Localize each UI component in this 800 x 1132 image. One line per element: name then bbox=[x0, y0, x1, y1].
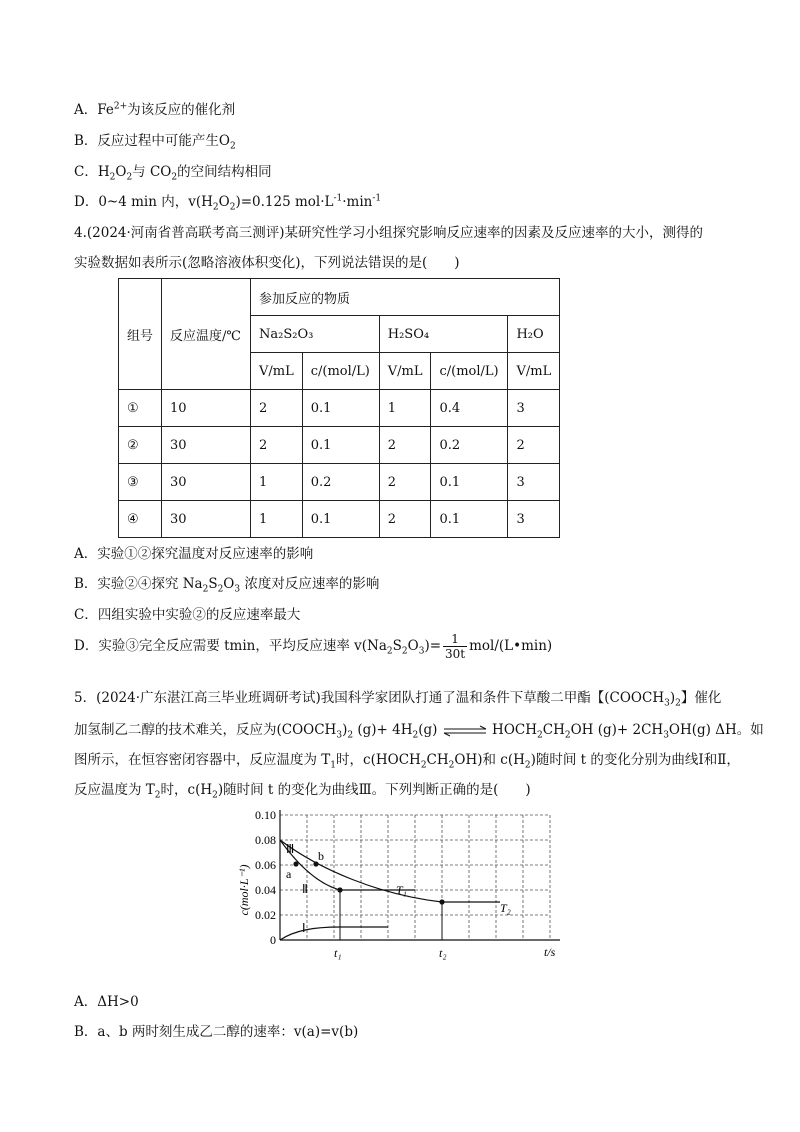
table-row bbox=[119, 390, 560, 427]
y-tick-label: 0 bbox=[270, 933, 276, 947]
th-na2s2o3: Na₂S₂O₃ bbox=[251, 316, 380, 353]
cell: 0.1 bbox=[431, 501, 508, 538]
cell: 3 bbox=[508, 390, 560, 427]
q4-stem-line1: 4.(2024·河南省普高联考高三测评)某研究性学习小组探究影响反应速率的因素及反应速率的大小，测得的 bbox=[74, 225, 704, 241]
concentration-time-graph bbox=[230, 800, 570, 972]
table-row bbox=[119, 501, 560, 538]
q5-stem-line1: 5．(2024·广东湛江高三毕业班调研考试)我国科学家团队打通了温和条件下草酸二甲酯【$(COOCH_3)_2$】催化 bbox=[74, 690, 722, 709]
t1-label: t₁ bbox=[334, 946, 342, 960]
q5-stem-line3: 图所示，在恒容密闭容器中，反应温度为 $T_1$时，$c(HOCH_2CH_2OH)$和 $c(H_2)$随时间 t 的变化分别为曲线Ⅰ和Ⅱ， bbox=[74, 752, 740, 771]
cell: 0.4 bbox=[431, 390, 508, 427]
th-v1: V/mL bbox=[251, 353, 303, 390]
q4-option-d: D．实验③完全反应需要 tmin，平均反应速率 $v(Na_2S_2O_3)=$ $\frac{1}{30t}$ mol/(L•min) bbox=[74, 632, 553, 661]
y-tick-label: 0.02 bbox=[255, 908, 276, 922]
cell: 2 bbox=[251, 390, 303, 427]
cell: 2 bbox=[379, 501, 431, 538]
point-a-marker bbox=[293, 861, 298, 866]
q3-option-c: C．$H_2O_2$与 $CO_2$的空间结构相同 bbox=[74, 164, 272, 183]
cell: ② bbox=[119, 427, 162, 464]
th-v2: V/mL bbox=[379, 353, 431, 390]
cell: 0.1 bbox=[431, 464, 508, 501]
q4-data-table bbox=[118, 278, 560, 538]
cell: 2 bbox=[251, 427, 303, 464]
y-tick-label: 0.04 bbox=[255, 883, 276, 897]
th-c2: c/(mol/L) bbox=[431, 353, 508, 390]
curve-III bbox=[280, 840, 500, 902]
cell: 1 bbox=[251, 464, 303, 501]
th-h2o: H₂O bbox=[508, 316, 560, 353]
y-tick-label: 0.08 bbox=[255, 833, 276, 847]
table-row bbox=[119, 427, 560, 464]
T2-label: T₂ bbox=[500, 901, 511, 915]
curve-I-label: Ⅰ bbox=[302, 921, 306, 935]
cell: 0.1 bbox=[302, 427, 379, 464]
t2-label: t₂ bbox=[439, 946, 447, 960]
curve-III-label: Ⅲ bbox=[286, 842, 295, 856]
cell: ③ bbox=[119, 464, 162, 501]
cell: 30 bbox=[162, 427, 251, 464]
y-axis-label: c(mol·L⁻¹) bbox=[237, 864, 251, 916]
T1-label: T₁ bbox=[396, 883, 407, 897]
cell: 10 bbox=[162, 390, 251, 427]
x-axis-label: t/s bbox=[544, 945, 556, 959]
cell: 30 bbox=[162, 501, 251, 538]
y-tick-label: 0.10 bbox=[255, 808, 276, 822]
cell: 0.2 bbox=[431, 427, 508, 464]
q4-option-a: A．实验①②探究温度对反应速率的影响 bbox=[74, 546, 314, 562]
q3-option-b: B．反应过程中可能产生$O_2$ bbox=[74, 133, 236, 152]
q3-option-a: A．$Fe^{2+}$为该反应的催化剂 bbox=[74, 101, 236, 118]
cell: 30 bbox=[162, 464, 251, 501]
cell: 0.2 bbox=[302, 464, 379, 501]
cell: ① bbox=[119, 390, 162, 427]
y-tick-label: 0.06 bbox=[255, 858, 276, 872]
cell: 3 bbox=[508, 501, 560, 538]
cell: 3 bbox=[508, 464, 560, 501]
q5-option-b: B．a、b 两时刻生成乙二醇的速率：v(a)=v(b) bbox=[74, 1024, 359, 1040]
fraction: $\frac{1}{30t}$ bbox=[445, 632, 466, 661]
equilibrium-arrow-icon bbox=[442, 725, 488, 737]
point-b-label: b bbox=[318, 849, 324, 863]
q5-stem-line2: 加氢制乙二醇的技术难关，反应为$(COOCH_3)_2$ $(g)+ 4H_2(g)$ $HOCH_2CH_2OH$ $(g)+ 2CH_3OH(g)$ ΔH。如 bbox=[74, 722, 764, 741]
th-group: 组号 bbox=[119, 279, 162, 390]
cell: 2 bbox=[379, 427, 431, 464]
th-reactants: 参加反应的物质 bbox=[251, 279, 560, 316]
th-c1: c/(mol/L) bbox=[302, 353, 379, 390]
th-temp: 反应温度/℃ bbox=[162, 279, 251, 390]
point-a-label: a bbox=[286, 867, 292, 881]
th-h2so4: H₂SO₄ bbox=[379, 316, 508, 353]
t2-point-marker bbox=[439, 899, 444, 904]
cell: 1 bbox=[379, 390, 431, 427]
t1-point-marker bbox=[337, 887, 342, 892]
table-row bbox=[119, 464, 560, 501]
q3-option-d: D．0~4 min 内，$v(H_2O_2)=0.125$ $mol\cdot L^{-1}\cdot\min^{-1}$ bbox=[74, 193, 382, 213]
grid bbox=[280, 815, 550, 940]
cell: 0.1 bbox=[302, 501, 379, 538]
q4-stem-line2: 实验数据如表所示(忽略溶液体积变化)，下列说法错误的是( ) bbox=[74, 255, 460, 271]
cell: ④ bbox=[119, 501, 162, 538]
cell: 2 bbox=[508, 427, 560, 464]
th-v3: V/mL bbox=[508, 353, 560, 390]
q4-option-c: C．四组实验中实验②的反应速率最大 bbox=[74, 607, 301, 623]
cell: 0.1 bbox=[302, 390, 379, 427]
cell: 1 bbox=[251, 501, 303, 538]
q5-stem-line4: 反应温度为 $T_2$时，$c(H_2)$随时间 t 的变化为曲线Ⅲ。下列判断正确的是( ) bbox=[74, 782, 531, 801]
q4-option-b: B．实验②④探究 $Na_2S_2O_3$ 浓度对反应速率的影响 bbox=[74, 576, 380, 595]
curve-I bbox=[280, 927, 388, 940]
cell: 2 bbox=[379, 464, 431, 501]
q5-option-a: A．ΔH>0 bbox=[74, 994, 139, 1010]
curve-II-label: Ⅱ bbox=[302, 882, 308, 896]
